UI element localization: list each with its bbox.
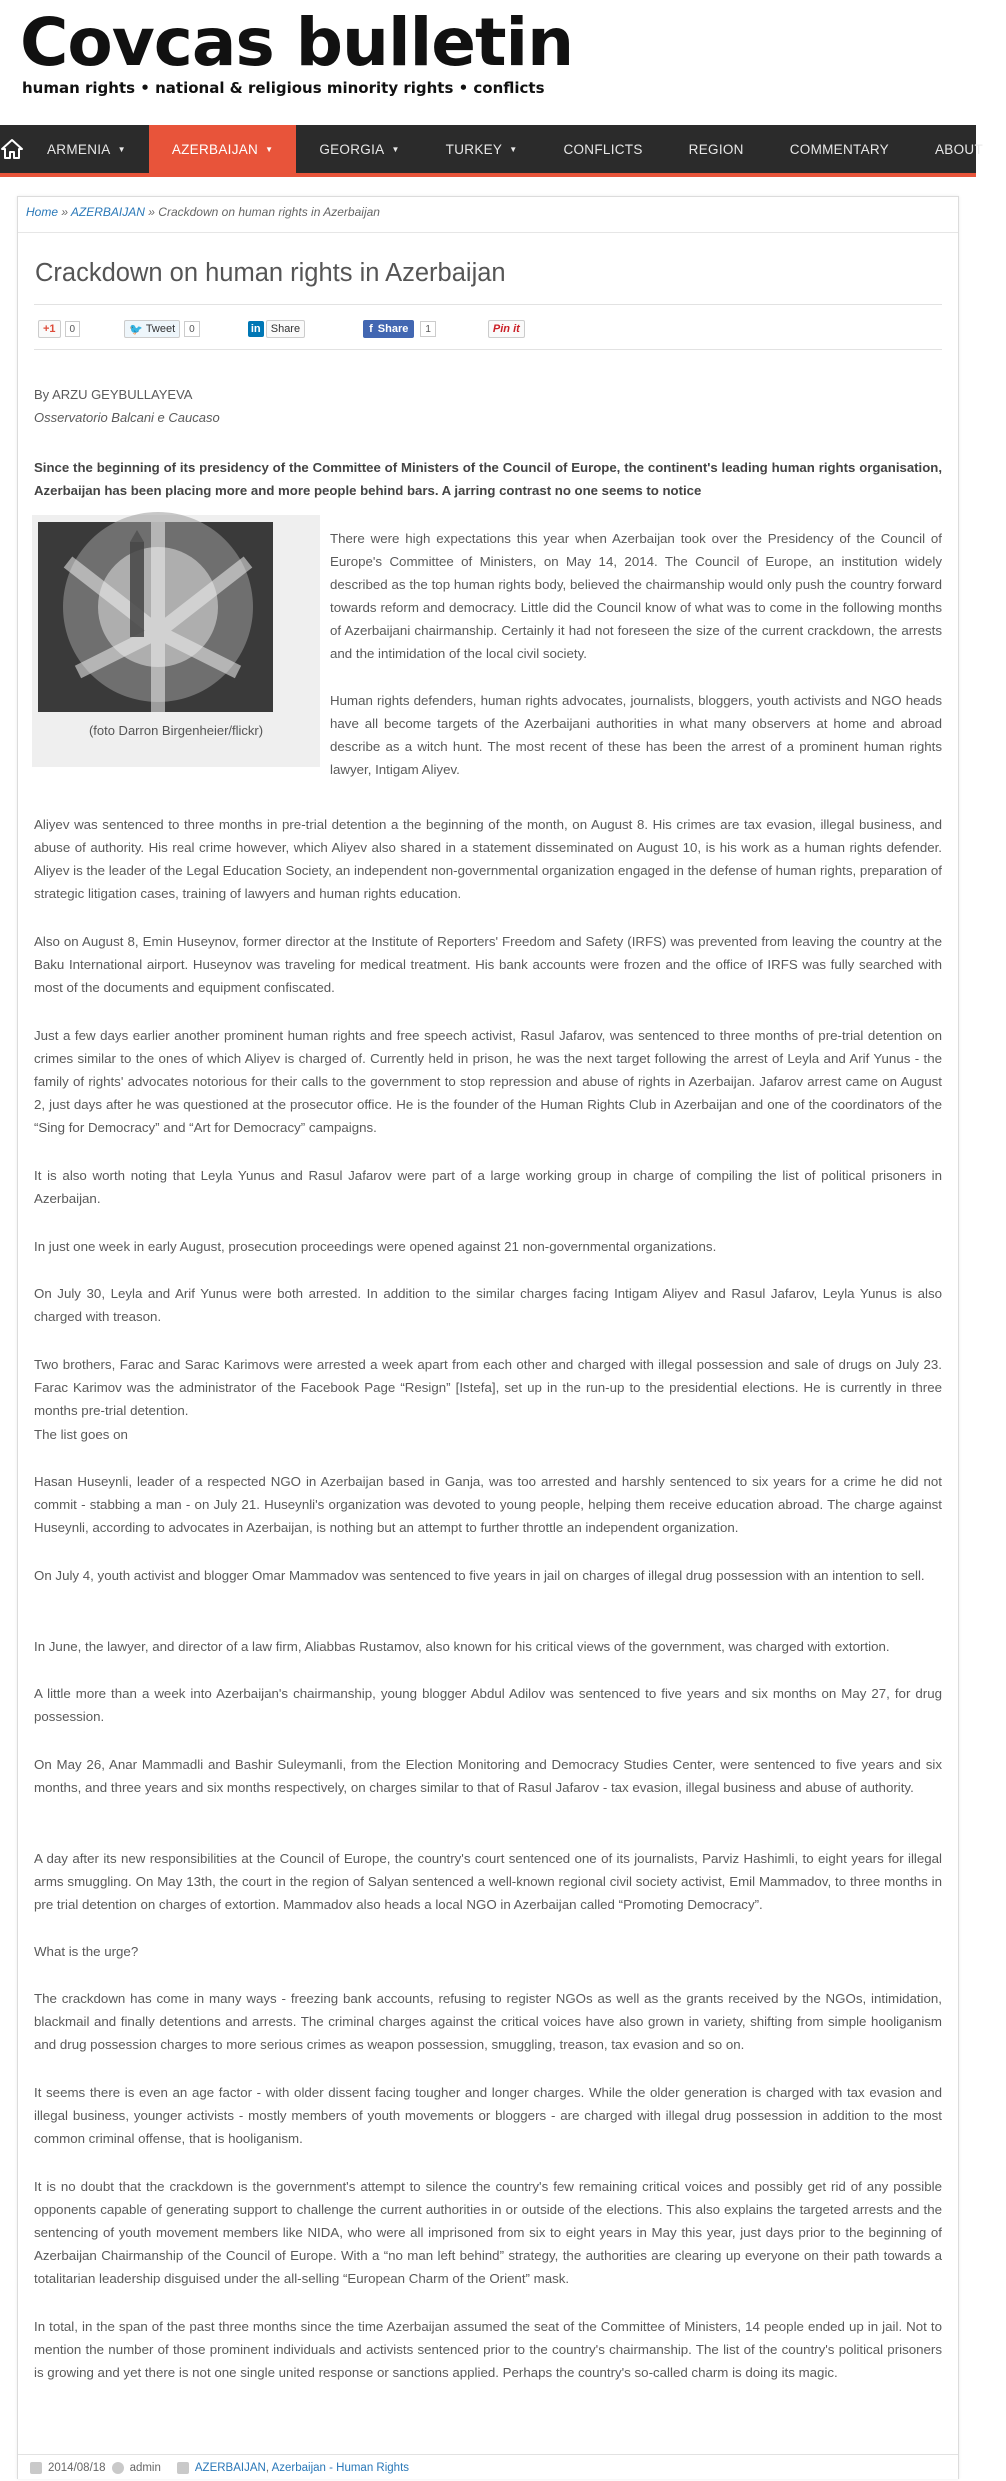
pinterest-button[interactable] — [488, 320, 525, 338]
nav-label: CONFLICTS — [563, 141, 643, 157]
breadcrumb-separator: » — [58, 205, 71, 219]
category-separator: , — [265, 2461, 272, 2474]
linkedin-share-button[interactable] — [248, 320, 305, 338]
nav-item-commentary[interactable] — [767, 125, 912, 173]
breadcrumb-separator: » — [144, 205, 159, 219]
facebook-share — [363, 320, 414, 338]
nav-item-armenia[interactable] — [24, 125, 149, 173]
linkedin-icon: in — [248, 321, 264, 337]
article-paragraph: It is no doubt that the crackdown is the government's attempt to silence the country's few remaining critical voices and possibly get rid of any possible opponents capable of generating support to challenge the current authorities in or outside of the elections. This also explains the targeted arrests and the sentencing of youth movement members like NIDA, who were all imprisoned from six to eight years in May this year, just days prior to the beginning of Azerbaijan Chairmanship of the Council of Europe. With a “no man left behind” strategy, the authorities are clearing up everyone on their path towards a totalitarian leadership disguised under the all-selling “European Charm of the Orient” mask. — [34, 2179, 942, 2286]
facebook-icon: f — [369, 323, 373, 335]
folder-icon — [177, 2462, 189, 2474]
user-icon — [112, 2462, 124, 2474]
page-title: Crackdown on human rights in Azerbaijan — [35, 259, 506, 287]
article-paragraph: Aliyev was sentenced to three months in pre-trial detention a the beginning of the month, on August 8. His crimes are tax evasion, illegal business, and abuse of authority. His real crime however, which Aliyev also shared in a statement disseminated on August 10, is his work as a human rights defender. Aliyev is the leader of the Legal Education Society, an independent non-governmental organization engaged in the defense of human rights, preparation of strategic litigation cases, training of lawyers and human rights education. — [34, 817, 942, 901]
article-paragraph: Also on August 8, Emin Huseynov, former director at the Institute of Reporters' Freedom and Safety (IRFS) was prevented from leaving the country at the Baku International airport. Huseynov was traveling for medical treatment. His bank accounts were frozen and the office of IRFS was fully searched with most of the documents and equipment confiscated. — [34, 934, 942, 995]
post-author[interactable]: admin — [129, 2461, 161, 2474]
nav-label: ABOUT — [935, 141, 984, 157]
twitter-tweet — [124, 320, 180, 338]
masthead — [0, 0, 976, 125]
nav-label: GEORGIA — [319, 141, 385, 157]
share-buttons — [38, 319, 525, 339]
gplus-label: +1 — [43, 323, 56, 335]
nav-label: COMMENTARY — [789, 141, 889, 157]
article-paragraph: A day after its new responsibilities at the Council of Europe, the country's court sentenced one of its journalists, Parviz Hashimli, to eight years for illegal arms smuggling. On May 13th, the court in the region of Salyan sentenced a well-known regional civil society activist, Emil Mammadov, to three months in pre trial detention on charges of extortion. Mammadov also heads a local NGO in Azerbaijan called “Promoting Democracy”. — [34, 1851, 942, 1912]
nav-label: ARMENIA — [47, 141, 111, 157]
caret-down-icon: ▼ — [509, 144, 518, 154]
gplus-count: 0 — [65, 321, 81, 337]
site-tagline: human rights • national & religious minority rights • conflicts — [22, 79, 545, 97]
breadcrumb-category-link[interactable]: AZERBAIJAN — [70, 205, 145, 219]
section-subheading: What is the urge? — [34, 1944, 139, 1959]
source-line: Osservatorio Balcani e Caucaso — [34, 410, 220, 425]
nav-item-conflicts[interactable] — [540, 125, 665, 173]
facebook-label: Share — [377, 323, 409, 335]
article-container — [17, 196, 959, 2479]
nav-item-turkey[interactable] — [423, 125, 541, 173]
linkedin-label: Share — [266, 320, 305, 338]
article-paragraph: On May 26, Anar Mammadli and Bashir Suleymanli, from the Election Monitoring and Democracy Studies Center, were sentenced to five years and six months, and three years and six months respectively, on charges similar to that of Rasul Jafarov - tax evasion, illegal business and abuse of authority. — [34, 1757, 942, 1795]
gplus-icon — [38, 320, 61, 338]
caret-down-icon: ▼ — [117, 144, 126, 154]
article-paragraph: Just a few days earlier another prominent human rights and free speech activist, Rasul Jafarov, was sentenced to three months of pre-trial detention on crimes similar to the ones of which Aliyev is charged of. Currently held in prison, he was the next target following the arrest of Leyla and Arif Yunus - the family of rights' advocates notorious for their calls to the government to stop repression and abuse of rights in Azerbaijan. Jafarov arrest came on August 2, just days after he was questioned at the prosecutor office. He is the founder of the Human Rights Club in Azerbaijan and one of the coordinators of the “Sing for Democracy” and “Art for Democracy” campaigns. — [34, 1028, 942, 1135]
category-link-azerbaijan[interactable]: AZERBAIJAN — [194, 2461, 266, 2474]
calendar-icon — [30, 2462, 42, 2474]
article-paragraph: Hasan Huseynli, leader of a respected NGO in Azerbaijan based in Ganja, was too arrested and harshly sentenced to six years for a crime he did not commit - stabbing a man - on July 21. Huseynli's organization was devoted to young people, helping them receive education abroad. The charge against Huseynli, according to advocates in Azerbaijan, is nothing but an attempt to further throttle an independent organization. — [34, 1474, 942, 1535]
breadcrumb-home-link[interactable]: Home — [26, 205, 59, 219]
caret-down-icon: ▼ — [391, 144, 400, 154]
category-link-azerbaijan-human-rights[interactable]: Azerbaijan - Human Rights — [271, 2461, 410, 2474]
article-paragraph: The crackdown has come in many ways - freezing bank accounts, refusing to register NGOs as well as the grants received by the NGOs, intimidation, blackmail and finally detentions and arrests. The criminal charges against the critical voices have also grown in variety, shifting from simple hooliganism and drug possession charges to more serious crimes as weapon possession, smuggling, treason, tax evasion and so on. — [34, 1991, 942, 2052]
post-meta — [18, 2454, 958, 2480]
article-paragraph: On July 30, Leyla and Arif Yunus were both arrested. In addition to the similar charges facing Intigam Aliyev and Rasul Jafarov, Leyla Yunus is also charged with treason. — [34, 1286, 942, 1324]
pin-it-label: Pin it — [488, 320, 525, 338]
facebook-count: 1 — [420, 321, 436, 337]
google-plus-button[interactable] — [38, 320, 80, 338]
article-lead: Since the beginning of its presidency of the Committee of Ministers of the Council of Europe, the continent's leading human rights organisation, Azerbaijan has been placing more and more people behind bars. A jarring contrast no one seems to notice — [34, 460, 942, 498]
figure-caption: (foto Darron Birgenheier/flickr) — [88, 723, 264, 738]
article-paragraph: Two brothers, Farac and Sarac Karimovs were arrested a week apart from each other and charged with illegal possession and sale of drugs on July 23. Farac Karimov was the administrator of the Facebook Page “Resign” [Istefa], set up in the run-up to the presidential elections. He is currently in three months pre-trial detention. — [34, 1357, 942, 1418]
twitter-bird-icon: 🐦 — [129, 323, 143, 336]
home-button[interactable] — [0, 125, 24, 173]
divider — [34, 304, 942, 305]
nav-label: AZERBAIJAN — [171, 141, 259, 157]
nav-label: REGION — [688, 141, 744, 157]
site-title[interactable]: Covcas bulletin — [20, 4, 574, 81]
facebook-share-button[interactable] — [363, 320, 436, 338]
main-navigation — [0, 125, 984, 177]
article-paragraph: It seems there is even an age factor - with older dissent facing tougher and longer charges. While the older generation is charged with tax evasion and illegal business, younger activists - mostly members of youth movements or bloggers - are charged with illegal drug possession in addition to the most common criminal offense, that is hooliganism. — [34, 2085, 942, 2146]
byline — [34, 383, 220, 429]
tweet-button[interactable] — [124, 320, 200, 338]
caret-down-icon: ▼ — [265, 144, 274, 154]
author-line: By ARZU GEYBULLAYEVA — [34, 387, 193, 402]
nav-item-about[interactable] — [912, 125, 1006, 173]
article-paragraph: It is also worth noting that Leyla Yunus and Rasul Jafarov were part of a large working group in charge of compiling the list of political prisoners in Azerbaijan. — [34, 1168, 942, 1206]
post-date: 2014/08/18 — [48, 2461, 106, 2474]
divider — [34, 349, 942, 350]
article-paragraph: In just one week in early August, prosecution proceedings were opened against 21 non-governmental organizations. — [34, 1239, 717, 1254]
article-paragraph: Human rights defenders, human rights advocates, journalists, bloggers, youth activists and NGO heads have all become targets of the Azerbaijani authorities in what many observers at home and abroad describe as a witch hunt. The most recent of these has been the arrest of a prominent human rights lawyer, Intigam Aliyev. — [330, 693, 942, 777]
nav-item-region[interactable] — [666, 125, 767, 173]
article-paragraph: In June, the lawyer, and director of a law firm, Aliabbas Rustamov, also known for his critical views of the government, was charged with extortion. — [34, 1639, 890, 1654]
section-subheading: The list goes on — [34, 1427, 128, 1442]
article-paragraph: On July 4, youth activist and blogger Omar Mammadov was sentenced to five years in jail on charges of illegal drug possession with an intention to sell. — [34, 1568, 925, 1583]
breadcrumb-current: Crackdown on human rights in Azerbaijan — [158, 205, 380, 219]
nav-item-georgia[interactable] — [296, 125, 422, 173]
article-paragraph: There were high expectations this year when Azerbaijan took over the Presidency of the Council of Europe's Committee of Ministers, on May 14, 2014. The Council of Europe, an institution widely described as the top human rights body, believed the chairmanship would only push the country forward towards reform and democracy. Little did the Council know of what was to come in the following months of Azerbaijani chairmanship. Certainly it had not foreseen the size of the current crackdown, the arrests and the intimidation of the local civil society. — [330, 531, 942, 661]
tweet-label: Tweet — [145, 323, 176, 335]
article-figure — [32, 515, 320, 767]
nav-label: TURKEY — [445, 141, 503, 157]
article-photo[interactable] — [38, 522, 273, 712]
post-categories — [195, 2462, 409, 2474]
nav-item-azerbaijan[interactable] — [149, 125, 297, 173]
article-paragraph: In total, in the span of the past three months since the time Azerbaijan assumed the seat of the Committee of Ministers, 14 people ended up in jail. Not to mention the number of those prominent individuals and activists sentenced prior to the country's chairmanship. The list of the country's political prisoners is growing and yet there is not one single united response or sanctions applied. Perhaps the country's so-called charm is doing its magic. — [34, 2319, 942, 2380]
tweet-count: 0 — [184, 321, 200, 337]
home-icon — [0, 138, 24, 160]
breadcrumb — [18, 197, 958, 233]
article-paragraph: A little more than a week into Azerbaijan's chairmanship, young blogger Abdul Adilov was sentenced to five years and six months on May 27, for drug possession. — [34, 1686, 942, 1724]
photo-illustration — [38, 522, 273, 712]
